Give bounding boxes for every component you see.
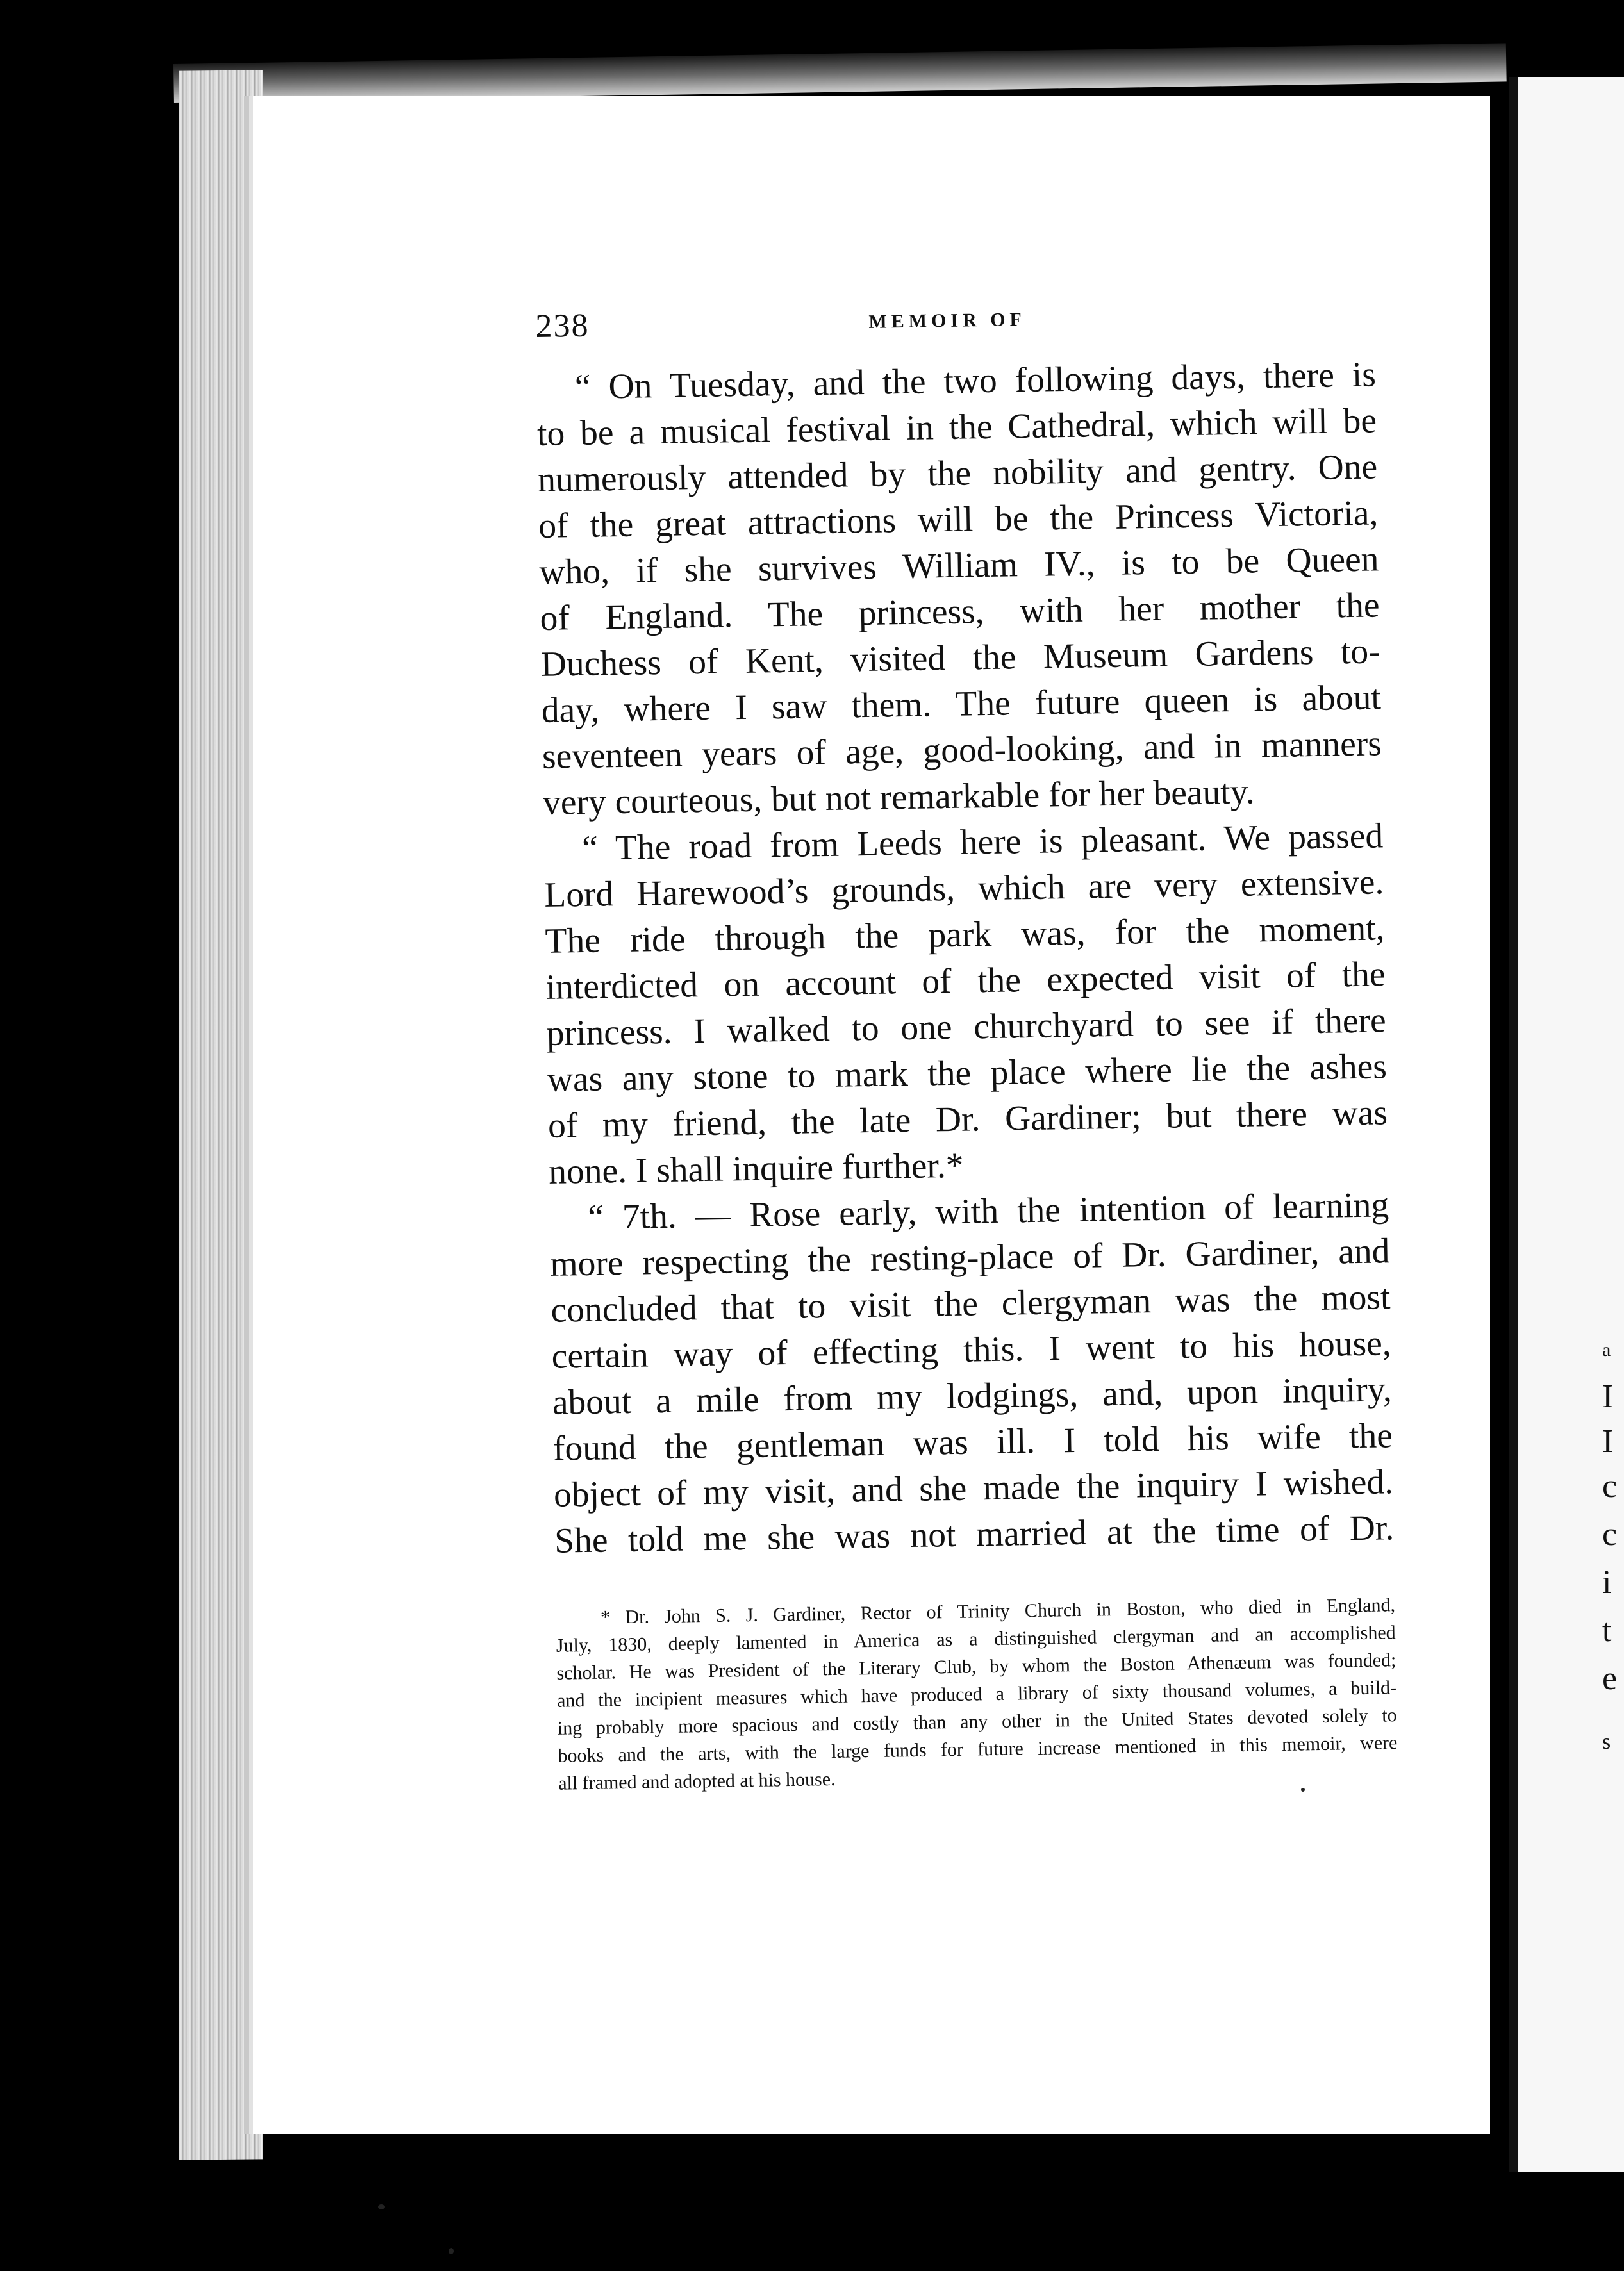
text-line: of the great attractions will be the Princess Victoria, [538,493,1379,546]
page-content [535,294,1398,1797]
footnote [556,1591,1398,1797]
facing-page-fragment: a [1602,1339,1611,1360]
text-line: “ On Tuesday, and the two following days, there is [574,355,1377,408]
text-line: numerously attended by the nobility and gentry. One [537,447,1378,500]
facing-page-fragment: I [1602,1423,1614,1460]
footnote-line: books and the arts, with the large funds for future increase mentioned in this memoir, were [558,1732,1398,1767]
book-cover-edge [173,43,1507,103]
text-line: “ 7th. — Rose early, with the intention of learning [587,1185,1389,1237]
text-line: who, if she survives William IV., is to be Queen [539,540,1379,592]
text-line: certain way of effecting this. I went to his house, [551,1324,1392,1376]
footnote-line: all framed and adopted at his house. [558,1768,836,1794]
footnote-line: and the incipient measures which have produced a library of sixty thousand volumes, a build- [556,1677,1397,1712]
text-line: none. I shall inquire further.* [548,1146,964,1192]
text-line: found the gentleman was ill. I told his wife the [552,1416,1393,1469]
facing-page-fragment: c [1602,1468,1618,1505]
text-line: object of my visit, and she made the inquiry I wished. [553,1462,1394,1515]
speck [449,2248,454,2254]
text-line: concluded that to visit the clergyman was the most [551,1278,1391,1330]
text-line: She told me she was not married at the time of Dr. [554,1508,1395,1561]
footnote-line: * Dr. John S. J. Gardiner, Rector of Trinity Church in Boston, who died in England, [600,1594,1396,1628]
text-line: Duchess of Kent, visited the Museum Gardens to- [540,632,1381,684]
text-line: “ The road from Leeds here is pleasant. We passed [581,816,1384,868]
footnote-line: ing probably more spacious and costly than any other in the United States devoted solely to [557,1705,1397,1739]
text-line: of my friend, the late Dr. Gardiner; but there was [547,1093,1388,1146]
paragraph [543,813,1389,1196]
text-line: about a mile from my lodgings, and, upon inquiry, [552,1370,1393,1423]
text-line: was any stone to mark the place where lie the ashes [547,1047,1388,1100]
text-line: more respecting the resting-place of Dr. Gardiner, and [549,1232,1390,1284]
text-line: interdicted on account of the expected visit of the [545,955,1386,1007]
text-line: very courteous, but not remarkable for her beauty. [542,772,1255,823]
footnote-line: July, 1830, deeply lamented in America as a distinguished clergyman and an accomplished [556,1622,1396,1656]
facing-page-fragment: i [1602,1564,1612,1601]
text-line: seventeen years of age, good-looking, and in manners [542,724,1382,777]
facing-page-fragment: t [1602,1612,1612,1649]
text-line: The ride through the park was, for the moment, [545,909,1385,961]
facing-page-fragment: I [1602,1378,1614,1415]
text-line: princess. I walked to one churchyard to see if there [546,1001,1387,1053]
page-number: 238 [535,307,590,345]
paragraph [536,352,1382,826]
facing-page-fragment: c [1602,1516,1618,1553]
text-line: to be a musical festival in the Cathedral, which will be [536,401,1377,454]
facing-page [1509,77,1624,2172]
running-title: MEMOIR OF [868,308,1027,333]
footnote-line: scholar. He was President of the Literary Club, by whom the Boston Athenæum was founded; [556,1649,1396,1684]
facing-page-fragment: e [1602,1660,1618,1697]
speck [1301,1788,1305,1792]
text-line: Lord Harewood’s grounds, which are very extensive. [543,863,1384,915]
text-line: of England. The princess, with her mother the [540,586,1380,638]
paragraph [549,1182,1395,1565]
page-edges [179,70,263,2160]
facing-page-fragment: s [1602,1730,1611,1754]
speck [378,2204,385,2209]
text-line: day, where I saw them. The future queen is about [541,678,1382,731]
